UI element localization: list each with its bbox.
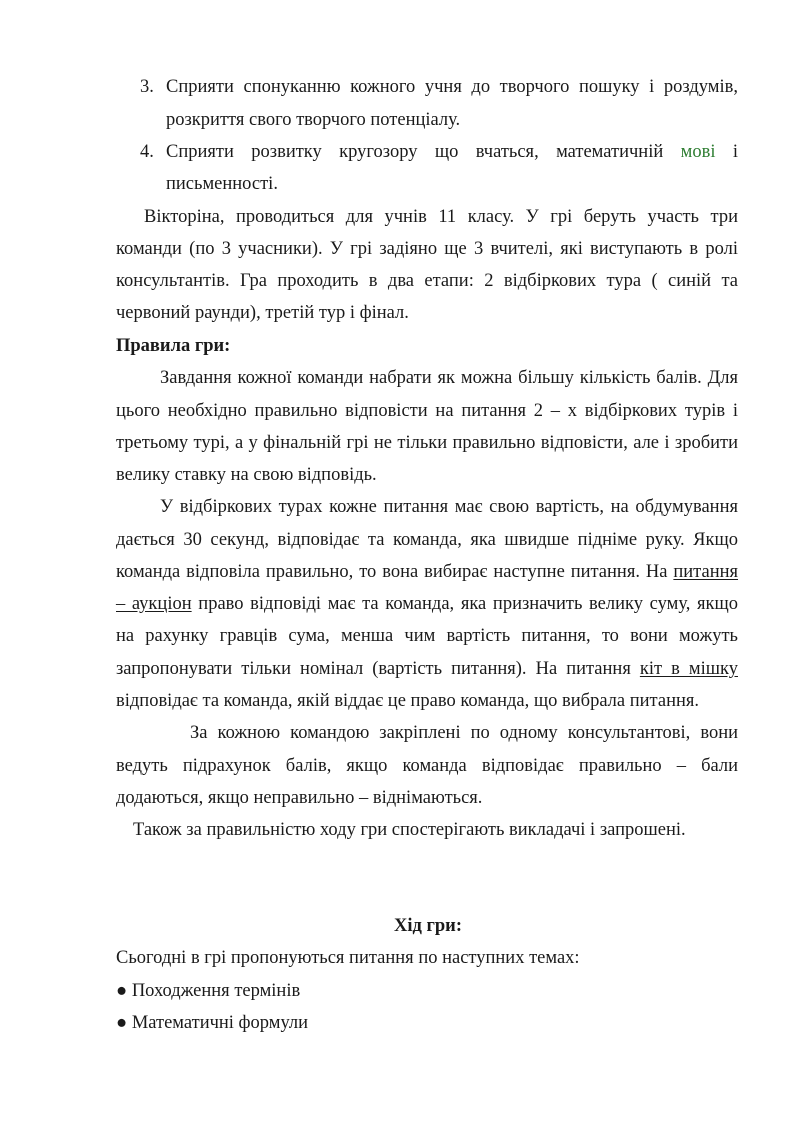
list-item-4-number: 4.: [140, 142, 154, 162]
intro-line-2: команди (по 3 учасники). У грі задіяно ще 3 вчителі, які виступають в ролі: [116, 239, 738, 259]
topic-item-2: ● Математичні формули: [116, 1013, 309, 1033]
list-item-4-line-2: письменності.: [166, 174, 278, 194]
rules-p2-line-6: запропонувати тільки номінал (вартість питання). На питання кіт в мішку: [116, 659, 738, 679]
rules-p2-line-2: дається 30 секунд, відповідає та команда, яка швидше підніме руку. Якщо: [116, 530, 738, 550]
auction-term-part-1: питання: [673, 562, 739, 582]
game-flow-intro: Сьогодні в грі пропонуються питання по наступних темах:: [116, 948, 580, 968]
list-item-4-line-1: 4. Сприяти розвитку кругозору що вчаться, математичній мові і: [140, 136, 738, 168]
rules-p2-line-1: У відбіркових турах кожне питання має свою вартість, на обдумування: [160, 497, 738, 517]
bullet-icon: ●: [116, 1013, 128, 1033]
rules-heading: Правила гри:: [116, 336, 231, 356]
rules-p1-line-4: велику ставку на свою відповідь.: [116, 465, 377, 485]
list-item-3-line-2: розкриття свого творчого потенціалу.: [166, 110, 461, 130]
intro-line-3: консультантів. Гра проходить в два етапи: 2 відбіркових тура ( синій та: [116, 271, 738, 291]
rules-p2-line-5: на рахунку гравців сума, менша чим вартість питання, то вони можуть: [116, 626, 738, 646]
rules-p2-line-3: команда відповіла правильно, то вона вибирає наступне питання. На питання: [116, 562, 739, 582]
game-flow-heading: Хід гри:: [394, 916, 462, 936]
rules-p3-line-1: За кожною командою закріплені по одному консультантові, вони: [190, 723, 738, 743]
rules-p4-line-1: Також за правильністю ходу гри спостерігають викладачі і запрошені.: [133, 820, 686, 840]
list-item-3-number: 3.: [140, 77, 154, 97]
list-item-3-line-1: 3. Сприяти спонуканню кожного учня до творчого пошуку і роздумів,: [140, 71, 738, 103]
cat-in-bag-term: кіт в мішку: [639, 659, 738, 679]
rules-p3-line-3: додаються, якщо неправильно – віднімаються.: [116, 788, 483, 808]
rules-p2-line-7: відповідає та команда, якій віддає це право команда, що вибрала питання.: [116, 691, 700, 711]
intro-line-4: червоний раунди), третій тур і фінал.: [116, 303, 409, 323]
rules-p1-line-1: Завдання кожної команди набрати як можна більшу кількість балів. Для: [160, 368, 738, 388]
rules-p1-line-3: третьому турі, а у фінальній грі не тільки правильно відповісти, але і зробити: [116, 433, 738, 453]
intro-line-1: Вікторіна, проводиться для учнів 11 класу. У грі беруть участь три: [144, 207, 738, 227]
bullet-icon: ●: [116, 981, 128, 1001]
rules-p1-line-2: цього необхідно правильно відповісти на питання 2 – х відбіркових турів і: [116, 401, 738, 421]
rules-p2-line-4: – аукціон право відповіді має та команда, яка призначить велику суму, якщо: [116, 594, 739, 614]
topic-item-1: ● Походження термінів: [116, 981, 301, 1001]
highlighted-word: мові: [680, 142, 716, 162]
auction-term-part-2: – аукціон: [116, 594, 192, 614]
rules-p3-line-2: ведуть підрахунок балів, якщо команда відповідає правильно – бали: [116, 756, 738, 776]
